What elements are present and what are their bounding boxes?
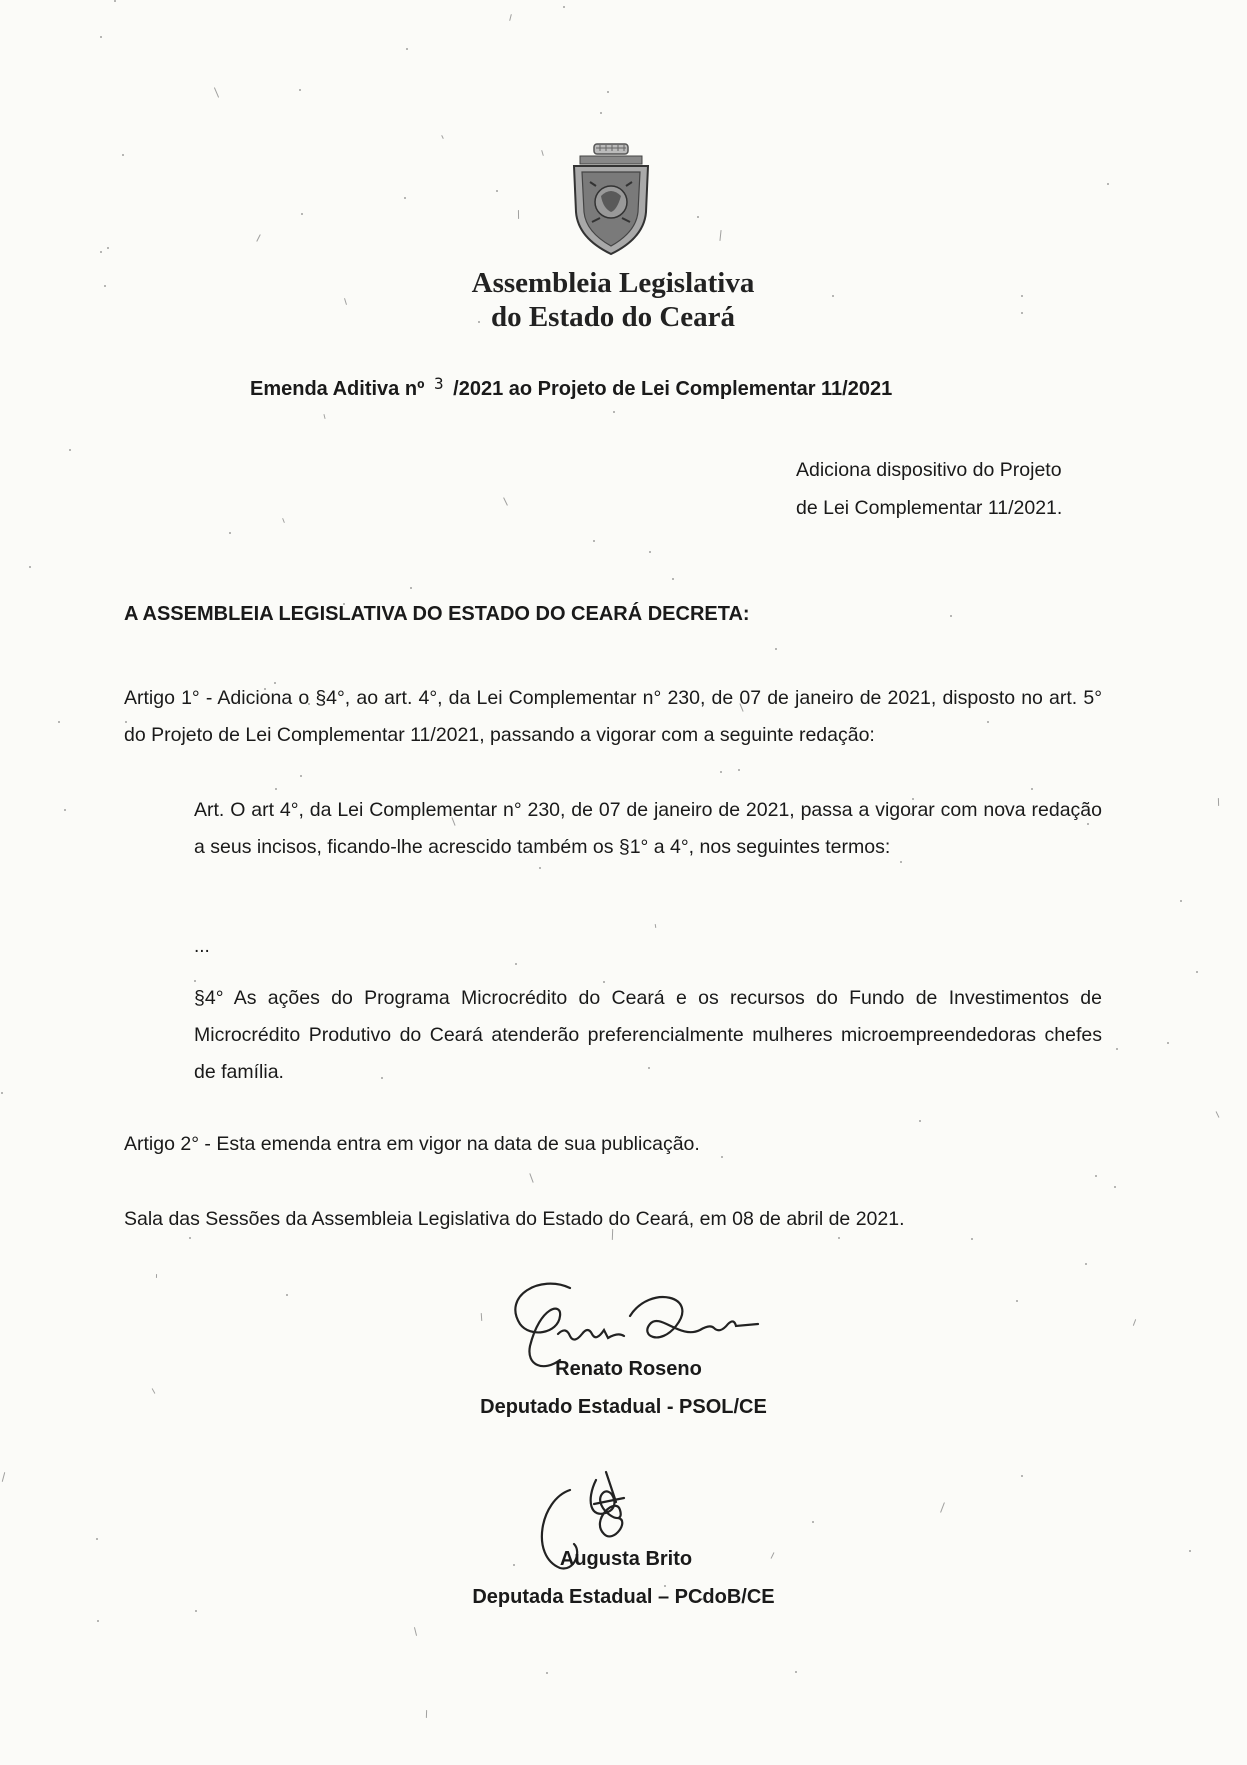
quoted-article: Art. O art 4°, da Lei Complementar n° 230, de 07 de janeiro de 2021, passa a vigorar com nova redação a seus incisos, ficando-lhe acrescido também os §1° a 4°, nos seguintes termos: [194,799,1102,858]
scan-speck [738,769,740,771]
scan-speck [541,150,544,156]
scan-speck [1116,1048,1118,1050]
scan-speck [414,1627,417,1636]
scan-speck [672,578,674,580]
scan-speck [1021,1475,1023,1477]
scan-speck [256,234,261,242]
scan-speck [481,1313,483,1321]
amendment-number: 3 [433,374,444,393]
scan-speck [344,298,347,305]
scan-speck [1114,1186,1116,1188]
signatory-2-role: Deputada Estadual – PCdoB/CE [472,1586,775,1608]
scan-speck [275,788,277,790]
scan-speck [189,1237,191,1239]
scan-speck [1167,1042,1169,1044]
signatory-1-role: Deputado Estadual - PSOL/CE [480,1396,767,1418]
ementa [796,451,1116,527]
scan-speck [838,1237,840,1239]
scan-speck [152,1388,156,1394]
scan-speck [593,540,595,542]
scan-speck [1216,1111,1220,1118]
scan-speck [2,1472,6,1482]
scan-speck [1031,788,1033,790]
scan-speck [441,135,444,139]
scan-speck [600,112,602,114]
scan-speck [96,1538,98,1540]
scan-speck [518,210,519,219]
scan-speck [156,1274,157,1278]
scan-speck [1218,798,1219,806]
scan-speck [546,1672,548,1674]
scan-speck [812,1521,814,1523]
scan-speck [1196,971,1198,973]
scan-speck [795,1671,797,1673]
scan-speck [971,1238,973,1240]
scan-speck [503,497,508,506]
scan-speck [1021,312,1023,314]
scan-speck [1095,1175,1097,1177]
signatory-1-name: Renato Roseno [555,1358,702,1380]
title-prefix: Emenda Aditiva nº [250,378,425,400]
scan-speck [719,230,721,241]
scan-speck [286,1294,288,1296]
organization-name [380,266,846,334]
scan-speck [563,6,565,8]
scan-speck [775,648,777,650]
scan-speck [406,48,408,50]
scan-speck [509,14,512,21]
paragraph-4: §4° As ações do Programa Microcrédito do Ceará e os recursos do Fundo de Investimentos de Microcrédito Produtivo do Ceará atenderão preferencialmente mulheres microempreendedoras chefes de família. [194,987,1102,1083]
scan-speck [107,247,109,249]
scan-speck [195,1610,197,1612]
scan-speck [1016,1300,1018,1302]
org-line-1: Assembleia Legislativa [471,267,755,299]
ementa-line-1: Adiciona dispositivo do Projeto [796,459,1062,481]
session-date-line: Sala das Sessões da Assembleia Legislativa do Estado do Ceará, em 08 de abril de 2021. [124,1208,905,1230]
scan-speck [114,0,116,2]
scan-speck [69,449,71,451]
article-1: Artigo 1° - Adiciona o §4°, ao art. 4°, da Lei Complementar n° 230, de 07 de janeiro de 2021, disposto no art. 5° do Projeto de Lei Complementar 11/2021, passando a vigorar com a seguinte redação: [124,687,1102,746]
ementa-line-2: de Lei Complementar 11/2021. [796,497,1063,519]
enacting-clause: A ASSEMBLEIA LEGISLATIVA DO ESTADO DO CEARÁ DECRETA: [124,603,750,625]
scan-speck [301,213,303,215]
scan-speck [697,216,699,218]
scan-speck [104,285,106,287]
scan-speck [29,566,31,568]
scan-speck [122,154,124,156]
coat-of-arms-icon [566,142,656,258]
ellipsis: ... [194,936,210,957]
scan-speck [496,190,498,192]
scan-speck [64,809,66,811]
scan-speck [323,414,325,419]
org-line-2: do Estado do Ceará [490,301,736,333]
scan-speck [214,87,219,98]
signatory-2-name: Augusta Brito [559,1548,693,1570]
scan-speck [404,197,406,199]
scan-speck [300,775,302,777]
scan-speck [529,1173,533,1183]
scan-speck [100,36,102,38]
scan-speck [1085,1263,1087,1265]
scan-speck [229,532,231,534]
scan-speck [97,1620,99,1622]
scan-speck [607,91,609,93]
scan-speck [539,867,541,869]
scan-speck [100,251,102,253]
title-suffix: /2021 ao Projeto de Lei Complementar 11/2021 [453,378,893,400]
scan-speck [1021,295,1023,297]
scan-speck [426,1710,427,1718]
amendment-title [250,374,893,401]
scan-speck [613,411,615,413]
scan-speck [1180,900,1182,902]
scan-speck [58,721,60,723]
scan-speck [1133,1319,1136,1326]
scan-speck [1107,183,1109,185]
scan-speck [649,551,651,553]
scan-speck [720,771,722,773]
scan-speck [655,924,657,928]
scan-speck [940,1502,945,1513]
scan-speck [515,963,517,965]
scan-speck [282,518,285,523]
scan-speck [919,1120,921,1122]
scan-speck [1,1092,3,1094]
article-2: Artigo 2° - Esta emenda entra em vigor na data de sua publicação. [124,1133,700,1155]
scan-speck [299,89,301,91]
scan-speck [410,587,412,589]
scan-speck [950,615,952,617]
scan-speck [721,1156,723,1158]
